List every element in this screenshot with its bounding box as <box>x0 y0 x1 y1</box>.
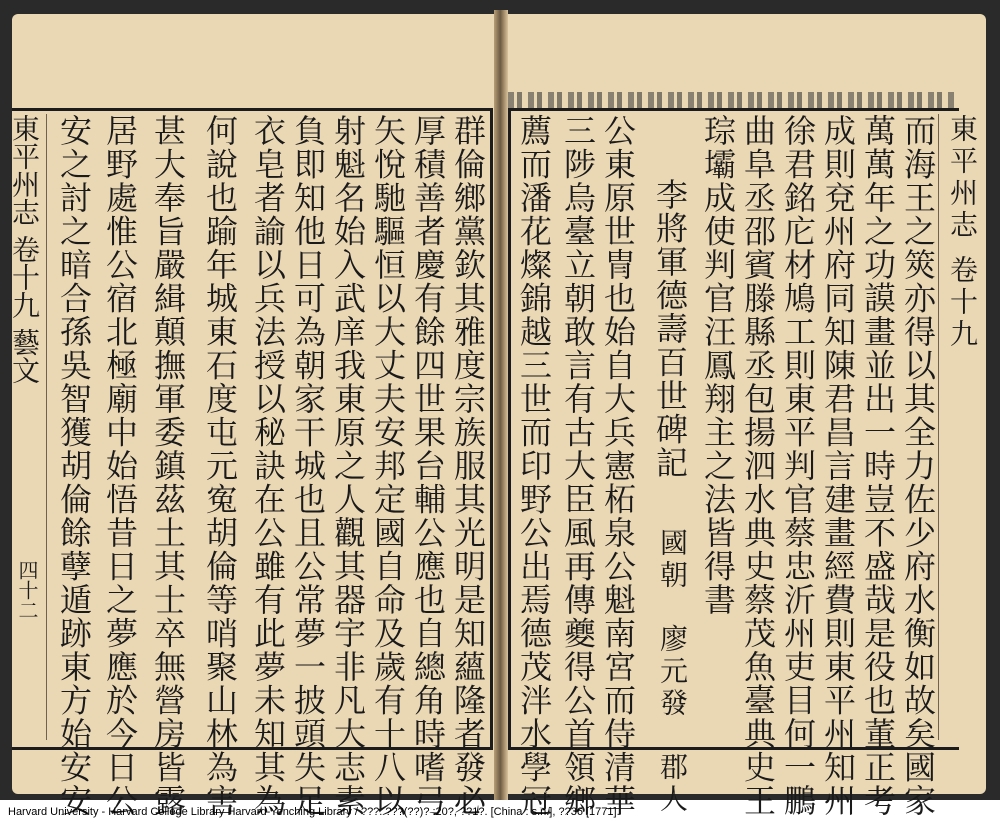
left-page-volume: 卷十九 <box>8 234 41 319</box>
text-column: 甚大奉旨嚴緝顛撫軍委鎮茲土其士卒無營房皆露 <box>149 114 187 818</box>
text-column: 安之討之暗合孫吳智獲胡倫餘孽遁跡東方始安安 <box>55 114 93 818</box>
text-column: 萬萬年之功謨畫並出一時豈不盛哉是役也董正考 <box>859 114 897 818</box>
text-column: 居野處惟公宿北極廟中始悟昔日之夢應於今日公 <box>101 114 139 818</box>
text-column: 群倫鄉黨欽其雅度宗族服其光明是知蘊隆者發必 <box>449 114 487 818</box>
left-page-number: 四十二 <box>15 560 39 620</box>
left-page-margin-column <box>8 114 44 384</box>
library-credit-line: Harvard University - Harvard College Library Harvard-Yenching Library / ???. ???(??)? :20?, ??1?. [China : s.n.], ??36 [1771]. <box>8 806 620 818</box>
inscription-title: 李將軍德壽百世碑記 <box>651 178 689 480</box>
text-column: 衣皂者諭以兵法授以秘訣在公雖有此夢未知其為 <box>249 114 287 818</box>
damaged-top-edge <box>508 92 956 108</box>
right-page-header: 東平州志 <box>946 114 979 242</box>
right-page-margin-column <box>942 114 982 351</box>
text-column: 公東原世冑也始自大兵憲柘泉公魁南宮而侍清華 <box>599 114 637 818</box>
text-column: 曲阜丞邵賓滕縣丞包揚泗水典史蔡茂魚臺典史王 <box>739 114 777 818</box>
text-column: 而海王之筴亦得以其全力佐少府水衡如故矣國家 <box>899 114 937 818</box>
right-page-volume: 卷十九 <box>946 254 979 351</box>
text-column: 徐君銘庀材鳩工則東平判官蔡忠沂州吏目何一鵬 <box>779 114 817 818</box>
text-column: 矢悅馳驅恒以大丈夫安邦定國自命及歲有十八以 <box>369 114 407 818</box>
text-column: 成則兗州府同知陳君昌言建畫經費則東平州知州 <box>819 114 857 818</box>
left-page-header: 東平州志 <box>8 114 41 226</box>
text-column: 負即知他日可為朝家干城也且公常夢一披頭失足 <box>289 114 327 818</box>
left-page-section: 藝文 <box>8 327 41 384</box>
text-column: 何說也踰年城東石度屯元寃胡倫等哨聚山林為害 <box>201 114 239 818</box>
left-page-number-column <box>12 560 44 640</box>
text-column: 薦而潘花燦錦越三世而印野公出焉德茂泮水學冠 <box>515 114 553 818</box>
text-column: 三陟烏臺立朝敢言有古大臣風再傳夔得公首領鄉 <box>559 114 597 818</box>
column-divider <box>938 114 939 740</box>
book-gutter <box>494 10 508 800</box>
text-column: 射魁名始入武庠我東原之人觀其器宇非凡大志素 <box>329 114 367 818</box>
author-byline: 國朝 廖元發 郡人 <box>656 528 689 816</box>
column-divider <box>46 114 47 740</box>
text-column: 厚積善者慶有餘四世果台輔公應也自總角時嗜弓 <box>409 114 447 818</box>
text-column: 琮壩成使判官汪鳳翔主之法皆得書 <box>699 114 737 617</box>
